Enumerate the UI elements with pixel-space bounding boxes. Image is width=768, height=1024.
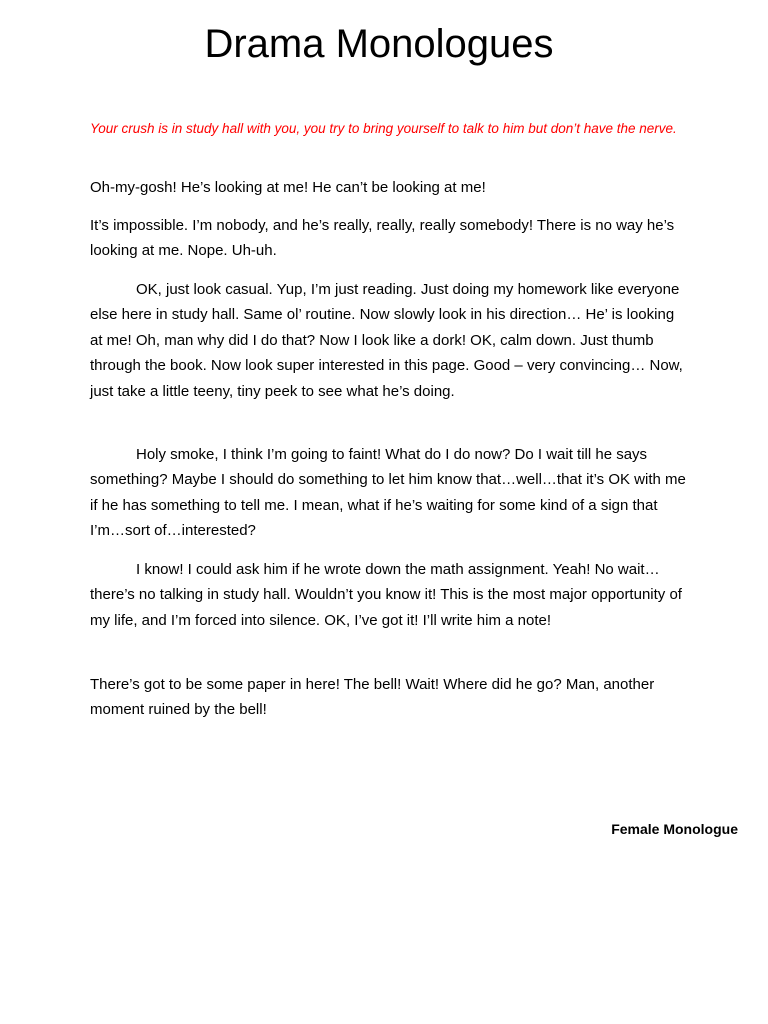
page-title: Drama Monologues bbox=[204, 22, 554, 66]
monologue-type-label: Female Monologue bbox=[611, 821, 738, 837]
monologue-paragraph-5: I know! I could ask him if he wrote down the math assignment. Yeah! No wait…there’s no talking in study hall. Wouldn’t you know it! This is the most major opportunity of my life, and I’m forced into silence. OK, I’ve got it! I’ll write him a note! bbox=[90, 561, 682, 629]
monologue-paragraph-2: It’s impossible. I’m nobody, and he’s really, really, really somebody! There is no way he’s looking at me. Nope. Uh-uh. bbox=[90, 217, 675, 260]
monologue-paragraph-3: OK, just look casual. Yup, I’m just reading. Just doing my homework like everyone else here in study hall. Same ol’ routine. Now slowly look in his direction… He’ is looking at me! Oh, man why did I do that? Now I look like a dork! OK, calm down. Just thumb through the book. Now look super interested in this page. Good – very convincing… Now, just take a little teeny, tiny peek to see what he’s doing. bbox=[90, 281, 683, 400]
scenario-prompt: Your crush is in study hall with you, you try to bring yourself to talk to him but don’t have the nerve. bbox=[90, 121, 677, 136]
monologue-paragraph-1: Oh-my-gosh! He’s looking at me! He can’t be looking at me! bbox=[90, 179, 486, 196]
monologue-paragraph-4: Holy smoke, I think I’m going to faint! What do I do now? Do I wait till he says something? Maybe I should do something to let him know that…well…that it’s OK with me if he has something to tell me. I mean, what if he’s waiting for some kind of a sign that I’m…sort of…interested? bbox=[90, 446, 686, 540]
monologue-paragraph-6: There’s got to be some paper in here! The bell! Wait! Where did he go? Man, another moment ruined by the bell! bbox=[90, 676, 655, 719]
